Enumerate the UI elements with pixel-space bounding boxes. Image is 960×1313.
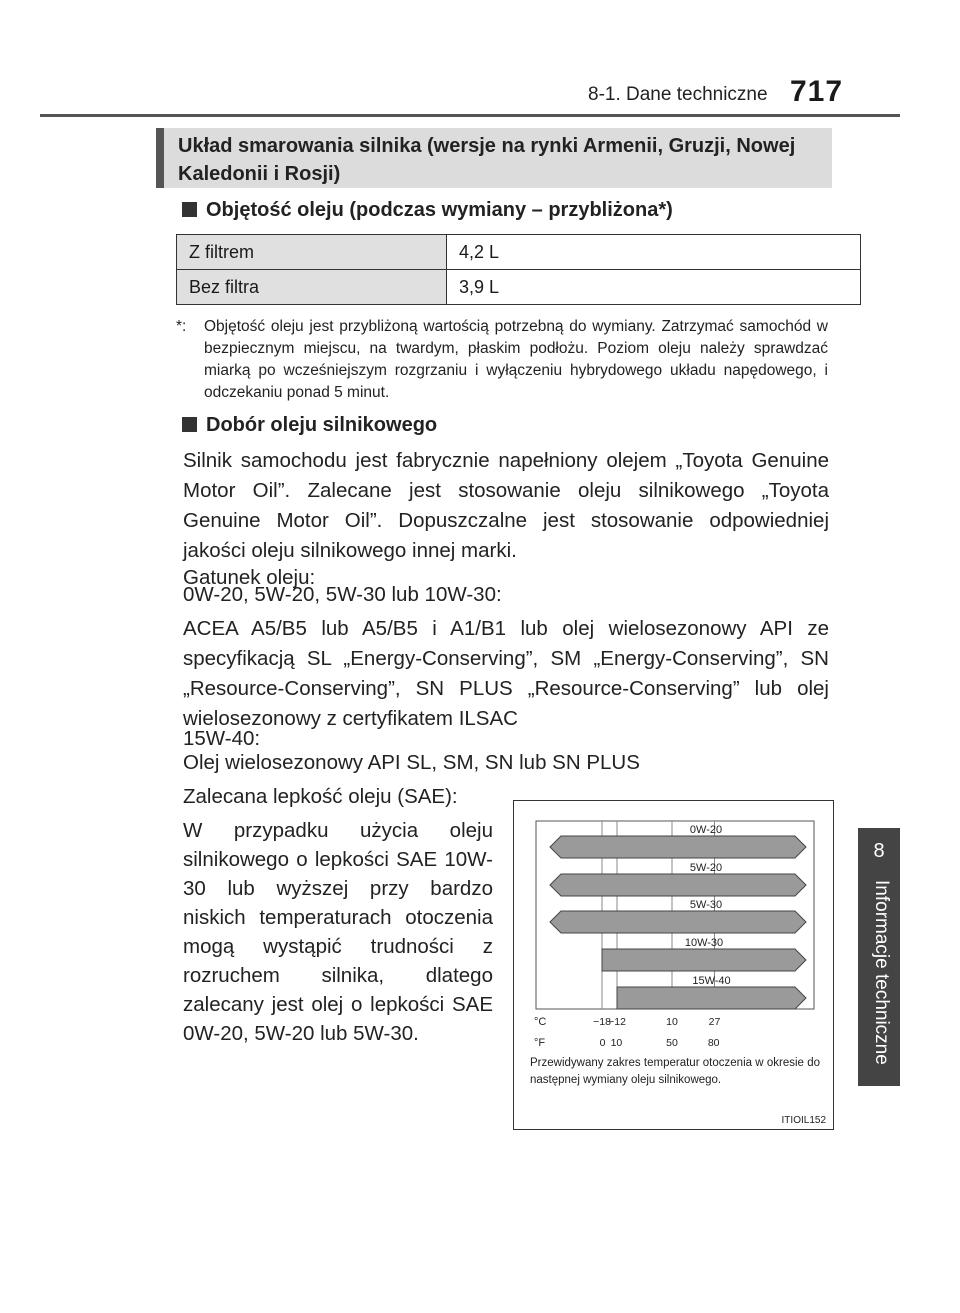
celsius-tick-label: 27	[708, 1016, 721, 1028]
chart-caption: Przewidywany zakres temperatur otoczenia w okresie do następnej wymiany oleju silnikowego.	[530, 1057, 820, 1086]
grade-label: Gatunek oleju:	[183, 566, 316, 589]
fahrenheit-tick-label: 0	[599, 1037, 606, 1049]
celsius-tick-label: −12	[608, 1016, 626, 1028]
viscosity-bar-15w-40	[617, 987, 806, 1009]
chart-bars	[550, 824, 806, 1009]
grade-b-text: Olej wielosezonowy API SL, SM, SN lub SN PLUS	[183, 751, 640, 774]
fahrenheit-unit: °F	[534, 1037, 546, 1049]
section-heading: Układ smarowania silnika (wersje na rynki Armenii, Gruzji, Nowej Kaledonii i Rosji)	[156, 128, 832, 188]
bar-label: 15W-40	[692, 975, 731, 987]
viscosity-bar-0w-20	[550, 836, 806, 858]
bar-label: 10W-30	[684, 937, 724, 949]
celsius-tick-label: −18	[593, 1016, 611, 1028]
chapter-number: 8	[873, 840, 885, 862]
fahrenheit-tick-label: 80	[707, 1037, 720, 1049]
chapter-title-container	[858, 880, 900, 1120]
table-row	[177, 270, 861, 305]
chapter-title: Informacje techniczne	[871, 880, 892, 1065]
grade-b-title: 15W-40:	[183, 727, 261, 750]
table-cell-value: 4,2 L	[447, 235, 861, 270]
viscosity-bar-10w-30	[602, 949, 806, 971]
viscosity-bar-5w-20	[550, 874, 806, 896]
figure-code: ITIOIL152	[781, 1115, 826, 1126]
celsius-tick-label: 10	[666, 1016, 678, 1028]
footnote-text: Objętość oleju jest przybliżoną wartością potrzebną do wymiany. Zatrzymać samochód w bezpiecznym miejscu, na twardym, płaskim podłożu. Poziom oleju należy sprawdzać miarką po wcześniejszym rozgrzaniu i wyłączeniu hybrydowego układu napędowego, i odczekaniu ponad 5 minut.	[204, 318, 828, 401]
page-number: 717	[790, 75, 844, 108]
bullet-square-icon	[182, 417, 197, 432]
grade-a-text: ACEA A5/B5 lub A5/B5 i A1/B1 lub olej wielosezonowy API ze specyfikacją SL „Energy-Conserving”, SM „Energy-Conserving”, SN „Resource-Conserving”, SN PLUS „Resource-Conserving” lub olej wielosezonowy z certyfikatem ILSAC	[183, 617, 829, 730]
capacity-heading-text: Objętość oleju (podczas wymiany – przybliżona*)	[206, 199, 673, 221]
oil-capacity-table	[176, 234, 861, 305]
table-cell-label: Z filtrem	[177, 235, 447, 270]
section-title: 8-1. Dane techniczne	[588, 84, 768, 105]
table-row	[177, 235, 861, 270]
table-cell-label: Bez filtra	[177, 270, 447, 305]
footnote	[176, 316, 828, 404]
viscosity-paragraph: W przypadku użycia oleju silnikowego o lepkości SAE 10W-30 lub wyższej przy bardzo niskich temperaturach otoczenia mogą wystąpić trudności z rozruchem silnika, dlatego zalecany jest olej o lepkości SAE 0W-20, 5W-20 lub 5W-30.	[183, 819, 493, 1045]
viscosity-bar-5w-30	[550, 911, 806, 933]
chart-ticks	[593, 1016, 720, 1049]
bar-label: 5W-30	[689, 899, 723, 911]
bar-label: 0W-20	[689, 824, 723, 836]
selection-heading-text: Dobór oleju silnikowego	[206, 414, 438, 436]
bullet-square-icon	[182, 202, 197, 217]
bar-label: 5W-20	[689, 862, 723, 874]
fahrenheit-tick-label: 10	[610, 1037, 623, 1049]
selection-heading	[182, 414, 437, 437]
viscosity-label: Zalecana lepkość oleju (SAE):	[183, 785, 458, 808]
viscosity-chart-frame	[513, 800, 834, 1130]
grade-a-title: 0W-20, 5W-20, 5W-30 lub 10W-30:	[183, 583, 502, 606]
intro-paragraph: Silnik samochodu jest fabrycznie napełniony olejem „Toyota Genuine Motor Oil”. Zalecane jest stosowanie oleju silnikowego „Toyota Genuine Motor Oil”. Dopuszczalne jest stosowanie odpowiedniej jakości oleju silnikowego innej marki.	[183, 449, 829, 562]
fahrenheit-tick-label: 50	[666, 1037, 678, 1049]
header-rule	[40, 114, 900, 117]
celsius-unit: °C	[534, 1016, 547, 1028]
table-cell-value: 3,9 L	[447, 270, 861, 305]
footnote-marker: *:	[176, 318, 187, 335]
capacity-heading	[182, 199, 673, 222]
